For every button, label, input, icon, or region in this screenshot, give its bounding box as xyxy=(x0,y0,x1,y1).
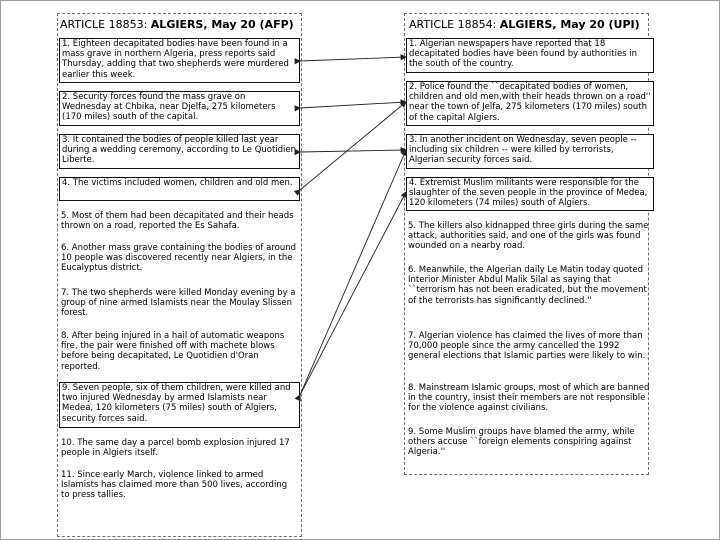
right-sentence-6: 6. Meanwhile, the Algerian daily Le Matin today quoted Interior Minister Abdul Malik Silal as saying that ``terrorism has not been eradicated, but the movement of the terrorists has significantly declined.'' xyxy=(408,265,647,306)
right-sentence-3[interactable]: 3. In another incident on Wednesday, seven people -- including six children -- were killed by terrorists, Algerian security forces said. xyxy=(406,134,654,169)
left-sentence-6: 6. Another mass grave containing the bodies of around 10 people was discovered recently near Algiers, in the Eucalyptus district. xyxy=(61,243,297,274)
left-sentence-3[interactable]: 3. It contained the bodies of people killed last year during a wedding ceremony, according to Le Quotidien Liberte. xyxy=(59,134,300,169)
right-sentence-9: 9. Some Muslim groups have blamed the army, while others accuse ``foreign elements conspiring against Algeria.'' xyxy=(408,427,635,458)
right-sentence-7: 7. Algerian violence has claimed the lives of more than 70,000 people since the army cancelled the 1992 general elections that Islamic parties were likely to win. xyxy=(408,331,646,362)
left-sentence-7: 7. The two shepherds were killed Monday evening by a group of nine armed Islamists near the Moulay Slissen forest. xyxy=(61,288,296,319)
left-sentence-8: 8. After being injured in a hail of automatic weapons fire, the pair were finished off with machete blows before being decapitated, Le Quotidien d'Oran reported. xyxy=(61,331,285,372)
right-sentence-5: 5. The killers also kidnapped three girls during the same attack, authorities said, and one of the girls was found wounded on a nearby road. xyxy=(408,221,649,252)
left-sentence-5: 5. Most of them had been decapitated and their heads thrown on a road, reported the Es Sahafa. xyxy=(61,211,294,232)
left-sentence-4[interactable]: 4. The victims included women, children and old men. xyxy=(59,177,300,201)
left-article-dateline: ALGIERS, May 20 (AFP) xyxy=(150,18,294,31)
left-article-header xyxy=(60,18,294,32)
right-sentence-1[interactable]: 1. Algerian newspapers have reported that 18 decapitated bodies have been found by authorities in the south of the country. xyxy=(406,38,654,73)
left-sentence-2[interactable]: 2. Security forces found the mass grave on Wednesday at Chbika, near Djelfa, 275 kilometers (170 miles) south of the capital. xyxy=(59,91,300,126)
left-sentence-11: 11. Since early March, violence linked to armed Islamists has claimed more than 500 lives, according to press tallies. xyxy=(61,470,288,501)
right-sentence-4[interactable]: 4. Extremist Muslim militants were responsible for the slaughter of the seven people in the province of Medea, 120 kilometers (74 miles) south of Algiers. xyxy=(406,177,654,211)
left-sentence-9[interactable]: 9. Seven people, six of them children, were killed and two injured Wednesday by armed Islamists near Medea, 120 kilometers (75 miles) south of Algiers, security forces said. xyxy=(59,382,300,428)
right-article-id: ARTICLE 18854: xyxy=(409,18,500,31)
left-sentence-10: 10. The same day a parcel bomb explosion injured 17 people in Algiers itself. xyxy=(61,438,290,459)
right-sentence-2[interactable]: 2. Police found the ``decapitated bodies of women, children and old men,with their heads thrown on a road'' near the town of Jelfa, 275 kilometers (170 miles) south of the capital Algiers. xyxy=(406,81,654,126)
left-article-id: ARTICLE 18853: xyxy=(60,18,151,31)
right-sentence-8: 8. Mainstream Islamic groups, most of which are banned in the country, insist their members are not responsible for the violence against civilians. xyxy=(408,383,650,414)
right-article-dateline: ALGIERS, May 20 (UPI) xyxy=(499,18,640,31)
right-article-header xyxy=(409,18,640,32)
left-sentence-1[interactable]: 1. Eighteen decapitated bodies have been found in a mass grave in northern Algeria, press reports said Thursday, adding that two shepherds were murdered earlier this week. xyxy=(59,38,300,83)
